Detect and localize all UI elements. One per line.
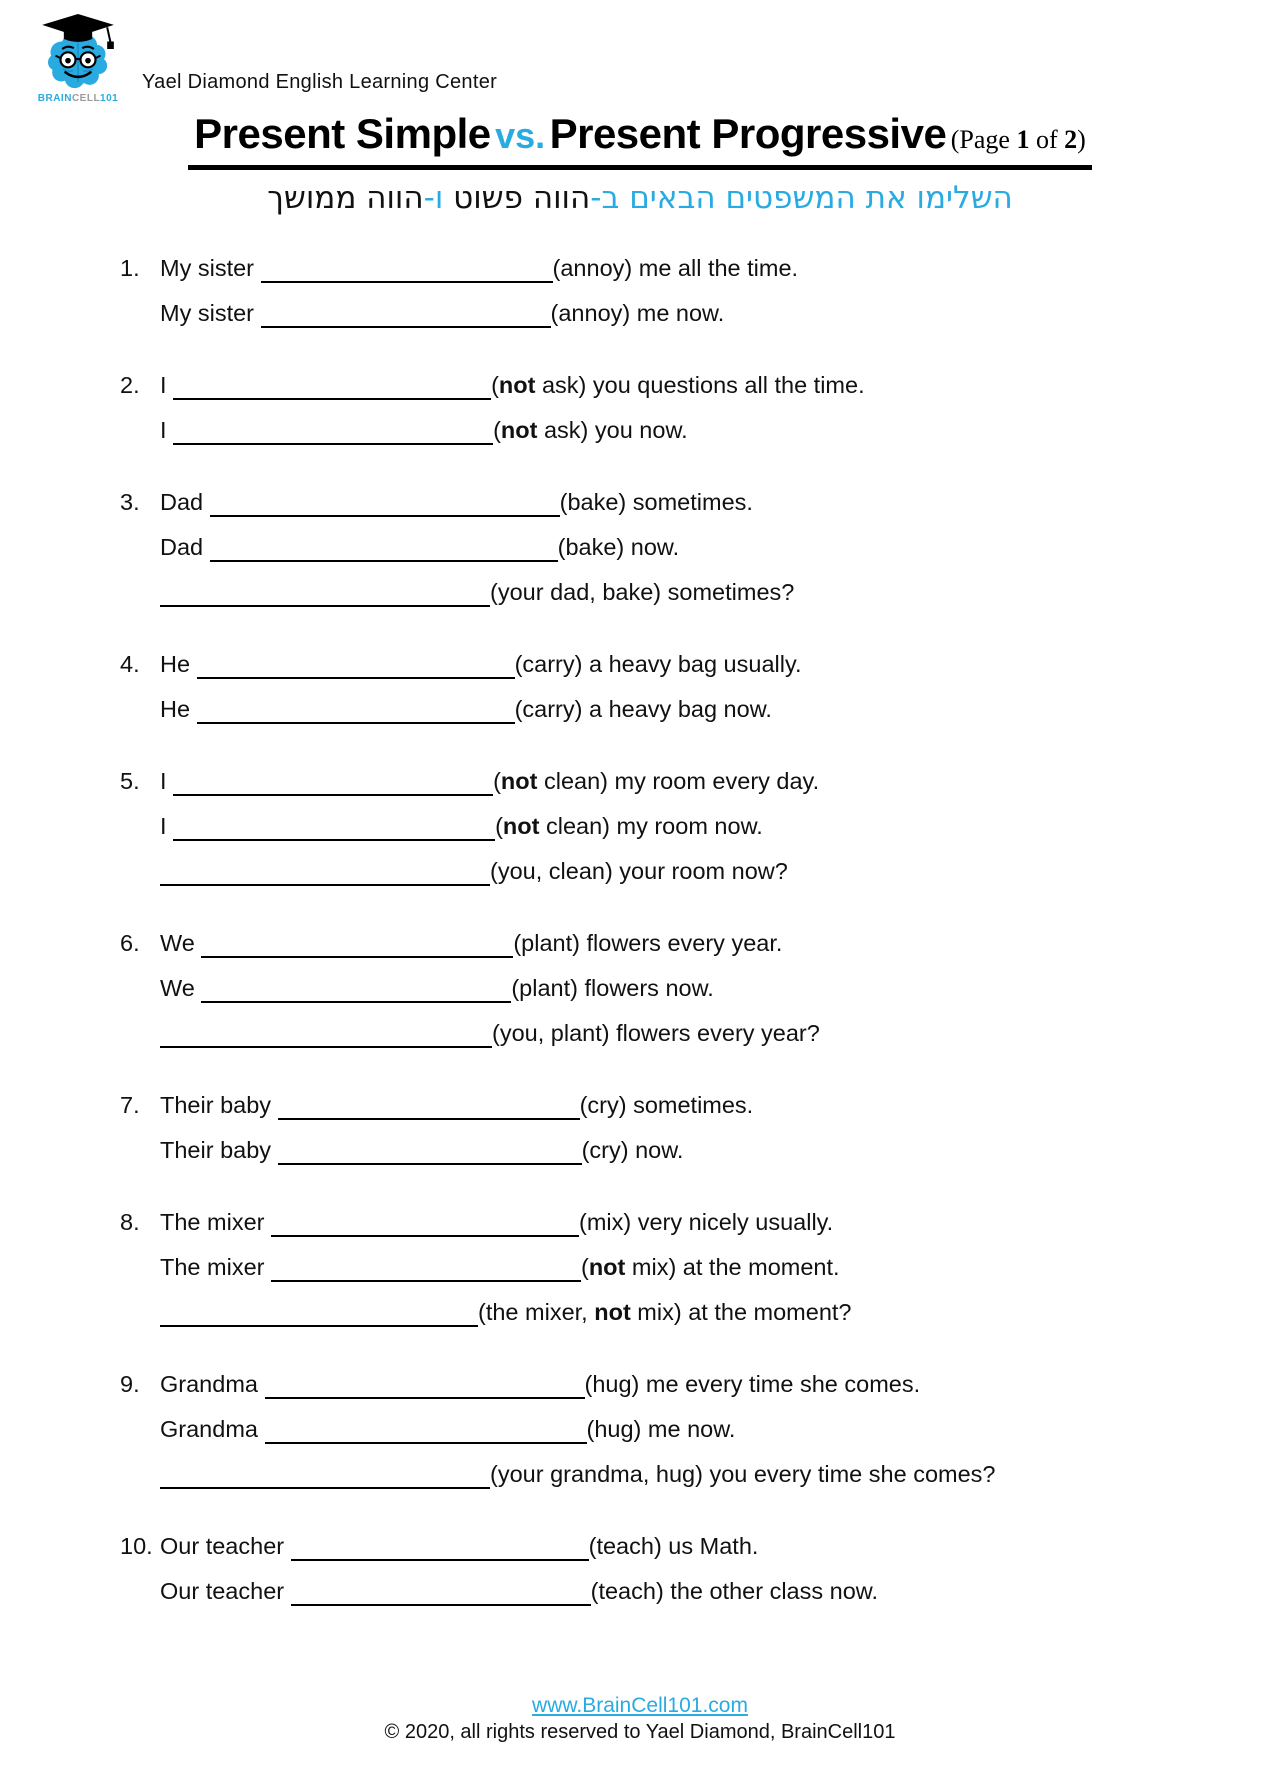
answer-blank — [261, 255, 553, 283]
text-segment: We — [160, 975, 202, 1001]
title-block — [0, 110, 1280, 170]
item-number: 10. — [120, 1533, 153, 1559]
sentence-line — [160, 363, 1280, 408]
answer-blank — [261, 300, 551, 328]
answer-blank — [278, 1092, 580, 1120]
text-segment: (hug) me every time she comes. — [584, 1371, 921, 1397]
sentence-line — [160, 1200, 1280, 1245]
answer-blank — [201, 975, 511, 1003]
brain-mascot-icon — [36, 14, 120, 94]
sentence-line — [160, 525, 1280, 570]
item-number: 4. — [120, 651, 140, 677]
title-present-progressive: Present Progressive — [549, 110, 947, 157]
item-lines — [160, 363, 1280, 453]
text-segment: mix) at the moment? — [630, 1299, 852, 1325]
answer-blank — [173, 813, 495, 841]
sentence-line — [160, 291, 1280, 336]
text-segment: ask) you questions all the time. — [535, 372, 865, 398]
text-segment: (mix) very nicely usually. — [579, 1209, 834, 1235]
braincell101-link[interactable]: www.BrainCell101.com — [532, 1694, 748, 1717]
text-segment: not — [594, 1299, 631, 1325]
item-number: 1. — [120, 255, 140, 281]
text-segment: (teach) us Math. — [588, 1533, 759, 1559]
text-segment: not — [498, 372, 536, 398]
logo-text-cell: CELL — [71, 93, 101, 104]
text-segment: Our teacher — [160, 1578, 291, 1604]
item-lines — [160, 642, 1280, 732]
sentence-line — [160, 759, 1280, 804]
sentence-line — [160, 246, 1280, 291]
exercise-item — [120, 1524, 1280, 1614]
text-segment: My sister — [160, 300, 261, 326]
sentence-line — [160, 804, 1280, 849]
text-segment: mix) at the moment. — [625, 1254, 840, 1280]
item-number: 2. — [120, 372, 140, 398]
text-segment: (your grandma, hug) you every time she comes? — [490, 1461, 996, 1487]
text-segment: He — [160, 696, 197, 722]
title-present-simple: Present Simple — [194, 110, 491, 157]
text-segment: Their baby — [160, 1092, 278, 1118]
sentence-line — [160, 1407, 1280, 1452]
text-segment: Grandma — [160, 1416, 265, 1442]
text-segment: I — [160, 813, 174, 839]
text-segment: (annoy) me now. — [550, 300, 725, 326]
sentence-line — [160, 1245, 1280, 1290]
sentence-line — [160, 849, 1280, 894]
page-info — [951, 125, 1086, 154]
item-lines — [160, 246, 1280, 336]
text-segment: (your dad, bake) sometimes? — [490, 579, 795, 605]
exercise-item — [120, 1200, 1280, 1335]
sentence-line — [160, 1524, 1280, 1569]
footer — [0, 1694, 1280, 1744]
text-segment: clean) my room every day. — [537, 768, 820, 794]
text-segment: ( — [581, 1254, 589, 1280]
answer-blank — [201, 930, 513, 958]
text-segment: Their baby — [160, 1137, 278, 1163]
title-vs: vs. — [495, 115, 546, 156]
text-segment: ו- — [423, 180, 444, 216]
answer-blank — [173, 417, 493, 445]
item-lines — [160, 759, 1280, 894]
item-lines — [160, 1524, 1280, 1614]
text-segment: (the mixer, — [478, 1299, 595, 1325]
braincell101-logo — [28, 14, 128, 104]
page-info-segment: ) — [1077, 125, 1086, 154]
answer-blank — [210, 489, 560, 517]
sentence-line — [160, 1011, 1280, 1056]
text-segment: The mixer — [160, 1254, 271, 1280]
sentence-line — [160, 1569, 1280, 1614]
text-segment: (carry) a heavy bag now. — [514, 696, 772, 722]
item-number: 6. — [120, 930, 140, 956]
text-segment: Our teacher — [160, 1533, 291, 1559]
page-info-segment: of — [1029, 125, 1065, 154]
item-lines — [160, 921, 1280, 1056]
text-segment: We — [160, 930, 202, 956]
text-segment: (bake) now. — [557, 534, 680, 560]
answer-blank — [210, 534, 558, 562]
exercise-item — [120, 759, 1280, 894]
text-segment: not — [588, 1254, 626, 1280]
logo-wordmark — [28, 94, 128, 104]
exercise-item — [120, 363, 1280, 453]
exercise-item — [120, 1362, 1280, 1497]
text-segment: I — [160, 768, 174, 794]
sentence-line — [160, 921, 1280, 966]
item-lines — [160, 1200, 1280, 1335]
answer-blank — [291, 1578, 591, 1606]
text-segment: (you, plant) flowers every year? — [492, 1020, 820, 1046]
item-number: 5. — [120, 768, 140, 794]
answer-blank — [265, 1416, 587, 1444]
text-segment: (plant) flowers now. — [511, 975, 714, 1001]
text-segment: The mixer — [160, 1209, 271, 1235]
item-number: 7. — [120, 1092, 140, 1118]
item-number: 8. — [120, 1209, 140, 1235]
item-number: 9. — [120, 1371, 140, 1397]
sentence-line — [160, 966, 1280, 1011]
text-segment: (you, clean) your room now? — [490, 858, 788, 884]
text-segment: (bake) sometimes. — [559, 489, 753, 515]
sentence-line — [160, 687, 1280, 732]
text-segment: Dad — [160, 489, 210, 515]
sentence-line — [160, 642, 1280, 687]
sentence-line — [160, 408, 1280, 453]
text-segment: I — [160, 372, 174, 398]
exercise-item — [120, 642, 1280, 732]
item-lines — [160, 1362, 1280, 1497]
copyright-text: © 2020, all rights reserved to Yael Diamond, BrainCell101 — [384, 1721, 896, 1743]
exercise-list — [120, 246, 1280, 1614]
item-lines — [160, 1083, 1280, 1173]
answer-blank — [160, 579, 490, 607]
text-segment: not — [500, 768, 538, 794]
text-segment: Dad — [160, 534, 210, 560]
text-segment: הווה פשוט — [443, 180, 591, 216]
text-segment: clean) my room now. — [539, 813, 763, 839]
answer-blank — [173, 372, 491, 400]
exercise-item — [120, 480, 1280, 615]
page-title — [188, 110, 1092, 170]
text-segment: He — [160, 651, 197, 677]
logo-text-101: 101 — [100, 93, 119, 104]
sentence-line — [160, 1290, 1280, 1335]
exercise-item — [120, 246, 1280, 336]
answer-blank — [197, 696, 515, 724]
text-segment: (hug) me now. — [586, 1416, 736, 1442]
text-segment: My sister — [160, 255, 261, 281]
text-segment: (cry) now. — [581, 1137, 684, 1163]
text-segment: הווה ממושך — [267, 180, 424, 216]
text-segment: I — [160, 417, 174, 443]
header — [0, 0, 1280, 104]
text-segment: (cry) sometimes. — [579, 1092, 754, 1118]
text-segment: not — [502, 813, 540, 839]
hebrew-instruction — [0, 180, 1280, 216]
answer-blank — [271, 1254, 581, 1282]
sentence-line — [160, 1452, 1280, 1497]
sentence-line — [160, 480, 1280, 525]
exercise-item — [120, 921, 1280, 1056]
text-segment: Grandma — [160, 1371, 265, 1397]
answer-blank — [173, 768, 493, 796]
text-segment: (carry) a heavy bag usually. — [514, 651, 802, 677]
item-lines — [160, 480, 1280, 615]
answer-blank — [160, 1461, 490, 1489]
text-segment: (annoy) me all the time. — [552, 255, 799, 281]
sentence-line — [160, 1083, 1280, 1128]
answer-blank — [197, 651, 515, 679]
text-segment: ( — [493, 768, 501, 794]
exercise-item — [120, 1083, 1280, 1173]
text-segment: ask) you now. — [537, 417, 688, 443]
page-info-segment: (Page — [950, 125, 1017, 154]
answer-blank — [160, 858, 490, 886]
learning-center-name: Yael Diamond English Learning Center — [142, 71, 498, 93]
answer-blank — [160, 1020, 492, 1048]
answer-blank — [291, 1533, 589, 1561]
text-segment: (plant) flowers every year. — [513, 930, 783, 956]
answer-blank — [271, 1209, 579, 1237]
logo-text-brain: BRAIN — [37, 93, 72, 104]
text-segment: השלימו את המשפטים הבאים ב- — [590, 180, 1013, 216]
answer-blank — [160, 1299, 478, 1327]
item-number: 3. — [120, 489, 140, 515]
text-segment: not — [500, 417, 538, 443]
text-segment: (teach) the other class now. — [590, 1578, 878, 1604]
answer-blank — [278, 1137, 582, 1165]
sentence-line — [160, 570, 1280, 615]
page-info-segment: 1 — [1016, 125, 1030, 154]
page-info-segment: 2 — [1064, 125, 1078, 154]
answer-blank — [265, 1371, 585, 1399]
text-segment: ( — [491, 372, 499, 398]
sentence-line — [160, 1128, 1280, 1173]
sentence-line — [160, 1362, 1280, 1407]
text-segment: ( — [493, 417, 501, 443]
text-segment: ( — [495, 813, 503, 839]
